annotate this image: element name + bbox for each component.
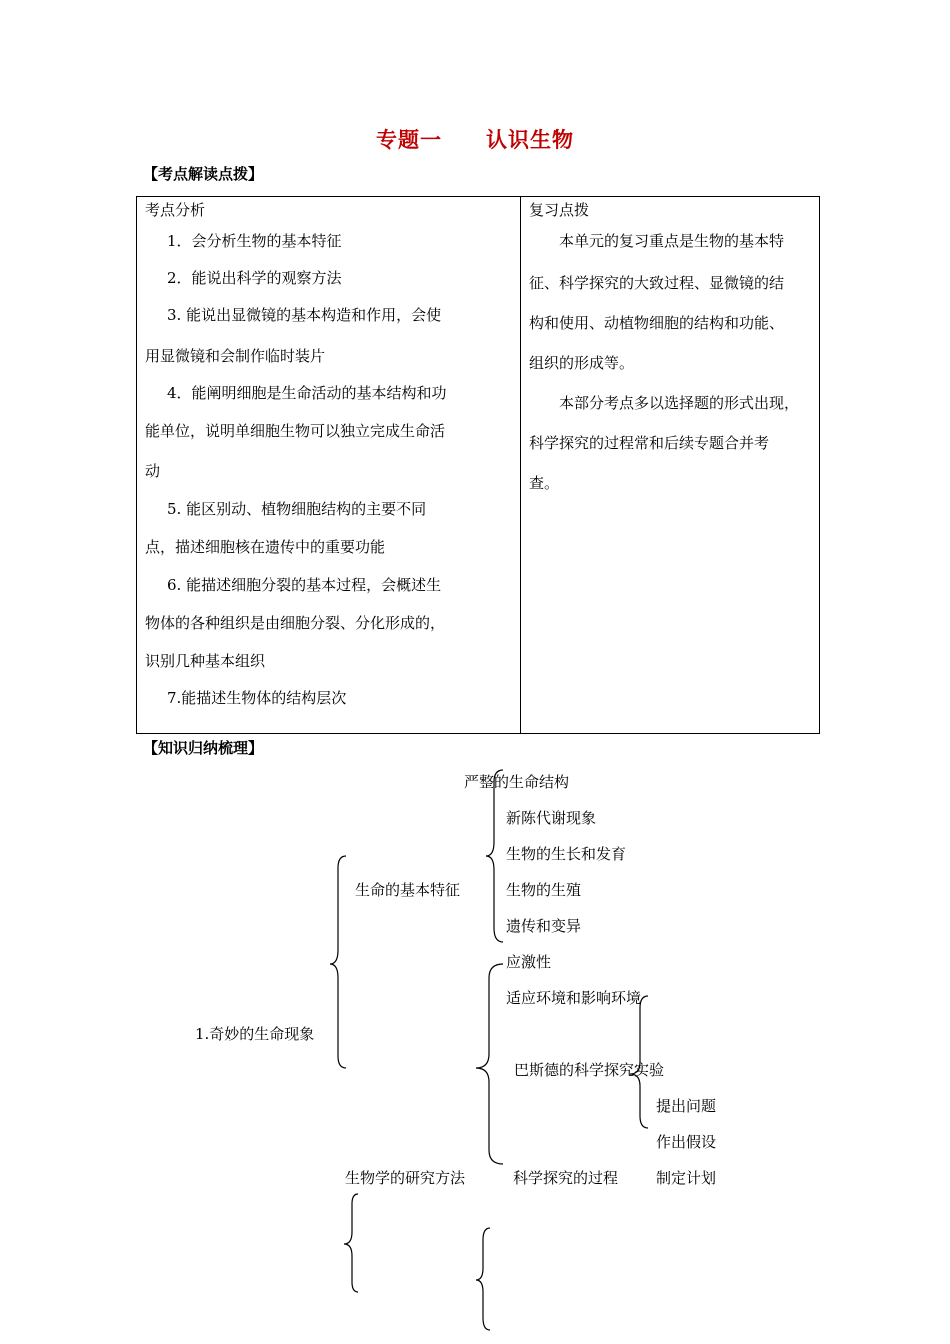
tree-feature-1: 严整的生命结构 — [464, 773, 570, 791]
tree-root: 1.奇妙的生命现象 — [195, 1025, 315, 1043]
brace-research-methods — [344, 1194, 358, 1292]
tree-step-3: 制定计划 — [656, 1169, 717, 1187]
analysis-item-7: 7.能描述生物体的结构层次 — [167, 689, 347, 707]
tree-step-2: 作出假设 — [656, 1133, 717, 1151]
brace-basic-features — [330, 856, 346, 1068]
title-part-1: 专题一 — [376, 128, 442, 152]
analysis-item-6-cont-2: 识别几种基本组织 — [145, 652, 266, 670]
tree-feature-3: 生物的生长和发育 — [506, 845, 627, 863]
analysis-item-3-cont: 用显微镜和会制作临时装片 — [145, 347, 326, 365]
brace-inquiry-process — [476, 1228, 490, 1330]
brace-features-bottom — [476, 964, 503, 1164]
section-heading-knowledge-summary: 【知识归纳梳理】 — [143, 739, 264, 757]
tree-branch-basic-features: 生命的基本特征 — [355, 881, 461, 899]
review-line-2: 征、科学探究的大致过程、显微镜的结 — [529, 274, 785, 292]
analysis-item-4-cont-2: 动 — [145, 462, 161, 480]
tree-feature-7: 适应环境和影响环境 — [506, 989, 642, 1007]
brace-inquiry-steps — [630, 996, 648, 1128]
review-line-6: 科学探究的过程常和后续专题合并考 — [529, 434, 770, 452]
tree-step-1: 提出问题 — [656, 1097, 717, 1115]
tree-inquiry-process: 科学探究的过程 — [513, 1169, 619, 1187]
tree-feature-6: 应激性 — [506, 953, 552, 971]
review-header: 复习点拨 — [529, 201, 590, 219]
section-heading-exam-points: 【考点解读点拨】 — [143, 165, 264, 183]
review-line-5: 本部分考点多以选择题的形式出现， — [559, 394, 800, 412]
analysis-header: 考点分析 — [145, 201, 206, 219]
review-line-4: 组织的形成等。 — [529, 354, 635, 372]
analysis-item-6-cont-1: 物体的各种组织是由细胞分裂、分化形成的， — [145, 614, 446, 632]
analysis-item-3: 3. 能说出显微镜的基本构造和作用，会使 — [167, 306, 442, 324]
analysis-item-1: 1．会分析生物的基本特征 — [167, 232, 342, 250]
analysis-item-5-cont: 点，描述细胞核在遗传中的重要功能 — [145, 538, 386, 556]
review-line-3: 构和使用、动植物细胞的结构和功能、 — [529, 314, 785, 332]
tree-feature-4: 生物的生殖 — [506, 881, 582, 899]
title-part-2: 认识生物 — [486, 128, 574, 152]
analysis-item-4-cont-1: 能单位，说明单细胞生物可以独立完成生命活 — [145, 422, 446, 440]
analysis-item-4: 4．能阐明细胞是生命活动的基本结构和功 — [167, 384, 447, 402]
brace-features-top — [486, 770, 503, 942]
analysis-item-6: 6. 能描述细胞分裂的基本过程，会概述生 — [167, 576, 442, 594]
tree-pasteur-experiment: 巴斯德的科学探究实验 — [514, 1061, 665, 1079]
analysis-item-2: 2．能说出科学的观察方法 — [167, 269, 342, 287]
review-line-1: 本单元的复习重点是生物的基本特 — [559, 232, 785, 250]
tree-branch-research-methods: 生物学的研究方法 — [345, 1169, 466, 1187]
tree-feature-5: 遗传和变异 — [506, 917, 582, 935]
analysis-item-5: 5. 能区别动、植物细胞结构的主要不同 — [167, 500, 427, 518]
review-line-7: 查。 — [529, 474, 560, 492]
tree-feature-2: 新陈代谢现象 — [506, 809, 597, 827]
